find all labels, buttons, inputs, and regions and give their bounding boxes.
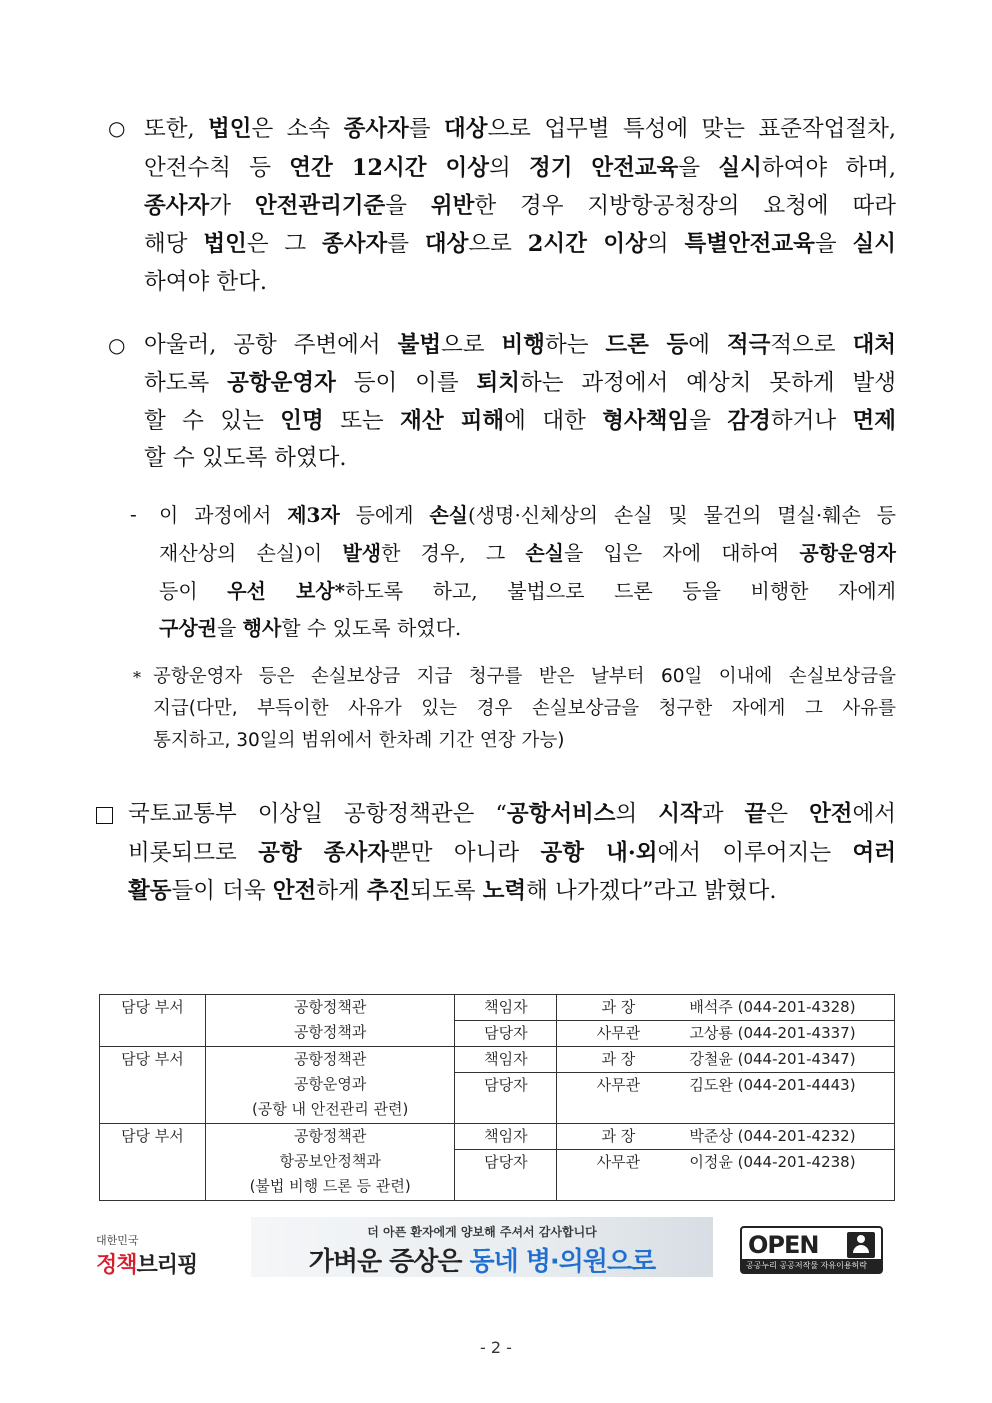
emphasis-text: 공항 종사자: [258, 840, 389, 866]
emphasis-text: 드론 등: [605, 332, 689, 358]
emphasis-text: 종사자: [343, 116, 409, 142]
emphasis-text: 공항운영자: [227, 370, 336, 396]
emphasis-text: 안전: [809, 801, 853, 827]
dept-names: [205, 995, 455, 1047]
text-segment: 하여야 한다.: [144, 269, 267, 295]
dept-label: 담당 부서: [100, 1047, 206, 1124]
banner-top-text: 더 아픈 환자에게 양보해 주셔서 감사합니다: [367, 1225, 597, 1239]
contact-phone: (044-201-4232): [737, 1127, 856, 1145]
text-line: [144, 443, 347, 473]
emphasis-text: 정기 안전교육: [528, 155, 679, 181]
contact-role: 책임자: [455, 1047, 557, 1073]
contact-name: 김도완: [689, 1076, 738, 1094]
circle-bullet: ○: [108, 333, 126, 357]
text-segment: 또는: [323, 408, 401, 434]
emphasis-text: 면제: [852, 408, 897, 434]
text-segment: 의: [646, 231, 685, 257]
emphasis-text: 실시: [718, 155, 762, 181]
text-segment: 한 경우 지방항공청장의 요청에 따라: [474, 193, 897, 219]
text-segment: 등이 이를: [335, 370, 477, 396]
text-line: [144, 267, 267, 297]
contact-phone: (044-201-4337): [737, 1024, 856, 1042]
text-segment: 재산상의 손실)이: [159, 541, 343, 565]
text-segment: 등이: [159, 579, 228, 603]
open-strip-text: 공공누리 공공저작물 자유이용허락: [742, 1259, 881, 1272]
contact-title: 과 장: [601, 1127, 636, 1145]
text-line: [128, 799, 896, 829]
asterisk-bullet: *: [133, 668, 141, 687]
emphasis-text: 감경: [727, 408, 771, 434]
text-segment: 이 과정에서: [159, 503, 288, 527]
emphasis-text: 특별안전교육: [684, 231, 815, 257]
logo-small-text: 대한민국: [96, 1234, 139, 1247]
dept-names: [205, 1047, 455, 1124]
policy-briefing-logo: [96, 1232, 206, 1277]
contact-role: 담당자: [455, 1021, 557, 1047]
contact-phone: (044-201-4328): [737, 998, 856, 1016]
text-segment: 을: [814, 231, 853, 257]
text-line: [144, 114, 896, 144]
contact-name: 강철윤: [689, 1050, 738, 1068]
text-segment: 을: [216, 616, 243, 640]
contact-phone: (044-201-4347): [737, 1050, 856, 1068]
text-segment: 을: [385, 193, 431, 219]
dept-name: 공항정책관: [293, 1050, 367, 1068]
contact-table: [99, 994, 895, 1201]
footnote-line: 공항운영자 등은 손실보상금 지급 청구를 받은 날부터 60일 이내에 손실보상금을: [153, 666, 896, 687]
text-line: [128, 838, 896, 868]
emphasis-text: 퇴치: [476, 370, 521, 396]
contact-name: 배석주: [689, 998, 738, 1016]
emphasis-text: 연간 12시간 이상: [289, 155, 489, 181]
contact-title: 사무관: [596, 1024, 641, 1042]
emphasis-text: 안전: [272, 878, 317, 904]
text-segment: 되도록: [410, 878, 483, 904]
text-segment: 은: [766, 801, 810, 827]
text-segment: 뿐만 아니라: [388, 840, 541, 866]
emphasis-text: 대상: [443, 116, 488, 142]
text-segment: 를: [387, 231, 425, 257]
text-segment: 으로: [468, 231, 528, 257]
text-line: [144, 153, 896, 183]
emphasis-text: 공항서비스: [506, 801, 616, 827]
text-line: [159, 538, 896, 568]
text-segment: 의: [615, 801, 659, 827]
text-segment: 에서: [852, 801, 897, 827]
text-line: [159, 500, 896, 530]
text-line: [144, 330, 896, 360]
text-line: [128, 876, 776, 906]
text-segment: 에: [688, 332, 727, 358]
emphasis-text: 추진: [366, 878, 411, 904]
text-segment: 등에게: [339, 503, 430, 527]
contact-role: 담당자: [455, 1150, 557, 1201]
dept-name: (공항 내 안전관리 관련): [251, 1100, 409, 1118]
emphasis-text: 구상권: [159, 616, 217, 640]
footnote-line: 통지하고, 30일의 범위에서 한차례 기간 연장 가능): [153, 730, 565, 751]
contact-row: [100, 1047, 895, 1073]
emphasis-text: 비행: [501, 332, 545, 358]
dept-names: [205, 1124, 455, 1201]
text-segment: 하는 과정에서 예상치 못하게 발생: [520, 370, 897, 396]
contact-title: 사무관: [596, 1153, 641, 1171]
dept-label: 담당 부서: [100, 995, 206, 1047]
dept-name: (불법 비행 드론 등 관련): [249, 1177, 411, 1195]
text-segment: 하게: [316, 878, 367, 904]
emphasis-text: 우선 보상*: [227, 579, 346, 603]
open-word: OPEN: [748, 1231, 819, 1259]
emphasis-text: 불법: [397, 332, 442, 358]
text-segment: 할 수 있는: [144, 408, 281, 434]
dash-bullet: -: [130, 502, 137, 526]
text-segment: 하여야 하며,: [761, 155, 896, 181]
contact-name: 고상룡: [689, 1024, 738, 1042]
text-segment: 들이 더욱: [171, 878, 273, 904]
contact-phone: (044-201-4443): [737, 1076, 856, 1094]
emphasis-text: 형사책임: [602, 408, 690, 434]
text-segment: 가: [209, 193, 255, 219]
kogl-open-badge: [740, 1226, 883, 1274]
contact-person: [557, 1073, 895, 1124]
square-bullet: [96, 807, 113, 824]
text-segment: 에서 이루어지는: [657, 840, 853, 866]
emphasis-text: 노력: [482, 878, 527, 904]
text-segment: 하거나: [770, 408, 853, 434]
dept-label: 담당 부서: [100, 1124, 206, 1201]
contact-person: [557, 1124, 895, 1150]
text-segment: 아울러, 공항 주변에서: [144, 332, 398, 358]
logo-text: 정책브리핑: [96, 1253, 198, 1278]
footnote-line: 지급(다만, 부득이한 사유가 있는 경우 손실보상금을 청구한 자에게 그 사유를: [153, 698, 896, 719]
contact-name: 박준상: [689, 1127, 738, 1145]
text-segment: 를: [408, 116, 444, 142]
emphasis-text: 공항 내·외: [540, 840, 658, 866]
text-segment: 은 소속: [251, 116, 344, 142]
text-segment: 또한,: [144, 116, 209, 142]
emphasis-text: 대상: [424, 231, 469, 257]
text-segment: 으로 업무별 특성에 맞는 표준작업절차,: [487, 116, 897, 142]
contact-title: 과 장: [601, 998, 636, 1016]
contact-role: 책임자: [455, 995, 557, 1021]
text-line: [159, 613, 461, 643]
contact-role: 담당자: [455, 1073, 557, 1124]
text-segment: 하도록: [144, 370, 228, 396]
contact-person: [557, 1021, 895, 1047]
banner-main-text: 가벼운 증상은 동네 병·의원으로: [308, 1247, 656, 1277]
contact-title: 과 장: [601, 1050, 636, 1068]
text-line: [144, 229, 896, 259]
emphasis-text: 여러: [852, 840, 897, 866]
text-line: [144, 368, 896, 398]
text-segment: 국토교통부 이상일 공항정책관은 “: [128, 801, 507, 827]
dept-name: 항공보안정책과: [279, 1152, 381, 1170]
text-segment: 을 입은 자에 대하여: [564, 541, 800, 565]
dept-name: 공항정책관: [293, 998, 367, 1016]
text-segment: 하도록 하고, 불법으로 드론 등을 비행한 자에게: [345, 579, 896, 603]
contact-person: [557, 995, 895, 1021]
emphasis-text: 행사: [242, 616, 282, 640]
text-segment: 으로: [441, 332, 502, 358]
contact-name: 이정윤: [689, 1153, 738, 1171]
text-segment: 에 대한: [504, 408, 603, 434]
emphasis-text: 법인: [208, 116, 252, 142]
emphasis-text: 손실: [429, 503, 468, 527]
text-segment: 하는: [544, 332, 606, 358]
emphasis-text: 공항운영자: [799, 541, 896, 565]
campaign-banner: [251, 1217, 713, 1277]
emphasis-text: 종사자: [322, 231, 388, 257]
emphasis-text: 시작: [658, 801, 702, 827]
emphasis-text: 적극: [726, 332, 771, 358]
contact-person: [557, 1150, 895, 1201]
emphasis-text: 위반: [430, 193, 475, 219]
emphasis-text: 법인: [203, 231, 247, 257]
emphasis-text: 대처: [852, 332, 897, 358]
text-segment: 할 수 있도록 하였다.: [281, 616, 462, 640]
text-line: [159, 576, 896, 606]
text-segment: 은 그: [246, 231, 323, 257]
emphasis-text: 인명: [280, 408, 324, 434]
emphasis-text: 발생: [342, 541, 382, 565]
contact-title: 사무관: [596, 1076, 641, 1094]
contact-row: [100, 1124, 895, 1150]
emphasis-text: 안전관리기준: [254, 193, 386, 219]
emphasis-text: 2시간 이상: [527, 231, 647, 257]
page-number: - 2 -: [480, 1338, 512, 1357]
text-segment: 을: [678, 155, 719, 181]
text-segment: 해 나가겠다”라고 밝혔다.: [526, 878, 777, 904]
text-segment: 적으로: [770, 332, 853, 358]
dept-name: 공항정책관: [293, 1127, 367, 1145]
contact-person: [557, 1047, 895, 1073]
text-line: [144, 406, 896, 436]
text-segment: 할 수 있도록 하였다.: [144, 445, 347, 471]
text-segment: 한 경우, 그: [381, 541, 526, 565]
contact-row: [100, 995, 895, 1021]
text-segment: 을: [689, 408, 728, 434]
emphasis-text: 끝: [744, 801, 767, 827]
emphasis-text: 손실: [525, 541, 564, 565]
text-segment: 과: [701, 801, 745, 827]
emphasis-text: 실시: [852, 231, 896, 257]
emphasis-text: 제3자: [287, 503, 340, 527]
text-segment: (생명·신체상의 손실 및 물건의 멸실·훼손 등: [468, 503, 896, 527]
contact-phone: (044-201-4238): [737, 1153, 856, 1171]
contact-role: 책임자: [455, 1124, 557, 1150]
dept-name: 공항정책과: [293, 1023, 367, 1041]
text-segment: 의: [488, 155, 529, 181]
text-segment: 해당: [144, 231, 204, 257]
dept-name: 공항운영과: [293, 1075, 367, 1093]
emphasis-text: 재산 피해: [400, 408, 505, 434]
emphasis-text: 활동: [128, 878, 172, 904]
circle-bullet: ○: [108, 116, 126, 140]
text-segment: 비롯되므로: [128, 840, 259, 866]
emphasis-text: 종사자: [144, 193, 210, 219]
text-segment: 안전수칙 등: [144, 155, 290, 181]
text-line: [144, 191, 896, 221]
attribution-person-icon: [847, 1232, 875, 1258]
